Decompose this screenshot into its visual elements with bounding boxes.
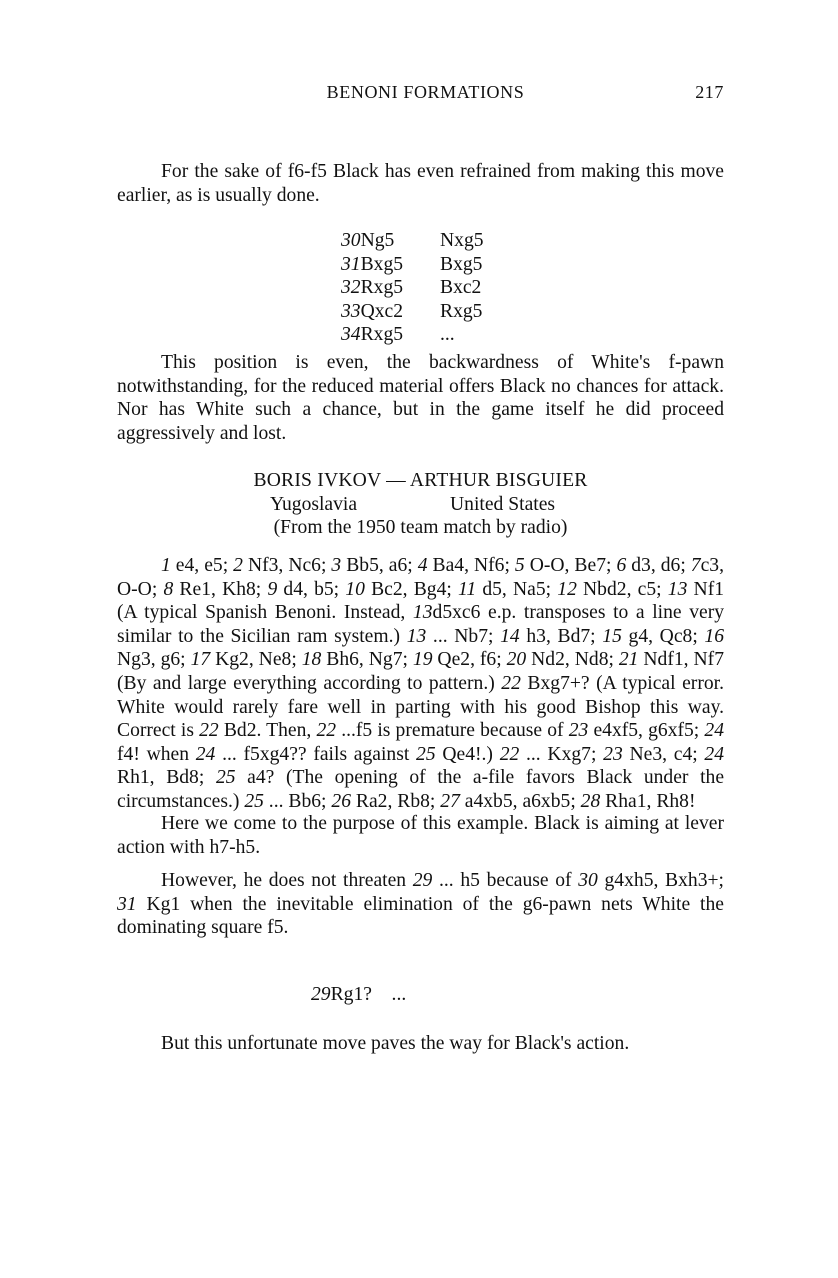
move-number: 22	[499, 743, 520, 765]
move-number: 12	[557, 578, 577, 600]
move-text: ... Nb7;	[426, 625, 501, 647]
white-move: Qxc2	[360, 300, 404, 322]
move-text: ...f5 is premature because of	[336, 720, 569, 742]
chapter-title: BENONI FORMATIONS	[326, 82, 525, 102]
move-text: Ng3, g6;	[117, 649, 191, 671]
move-number: 3	[331, 555, 342, 576]
move-number: 13	[667, 578, 688, 600]
move-number: 11	[458, 578, 477, 600]
move-text: Ndf1, Nf7 (By and large everything according to pattern.)	[117, 649, 724, 694]
move-text: h3, Bd7;	[519, 625, 603, 647]
move-text: f4! when	[117, 743, 196, 765]
move-number: 22	[501, 672, 521, 694]
move-text: Bb5, a6;	[341, 555, 418, 576]
white-move: Ng5	[360, 230, 395, 251]
move-number: 25	[244, 790, 264, 812]
country-white: Yugoslavia	[270, 493, 358, 515]
move-number: 10	[345, 578, 365, 600]
running-head	[117, 82, 724, 106]
move-text: Ne3, c4;	[622, 743, 705, 765]
move-text: ... h5 because of	[432, 870, 579, 891]
black-move: Nxg5	[440, 230, 484, 251]
country-black: United States	[450, 493, 556, 515]
move-text: c3, O-O;	[117, 555, 724, 600]
white-move-cell	[341, 229, 440, 253]
move-number: 9	[267, 578, 278, 600]
move-number: 16	[704, 625, 725, 647]
white-move: Bxg5	[360, 253, 404, 275]
move-number: 2	[233, 555, 243, 576]
move-number: 20	[506, 649, 527, 671]
move-text: Bh6, Ng7;	[321, 649, 413, 671]
move-text: e4, e5;	[170, 555, 234, 576]
move-number: 5	[514, 555, 525, 576]
move-text: Rha1, Rh8!	[600, 790, 696, 812]
move-row	[341, 229, 484, 253]
move-text: Nf3, Nc6;	[242, 555, 332, 576]
game-header	[117, 469, 724, 540]
move-text: Rh1, Bd8;	[117, 767, 216, 789]
move-number: 27	[440, 790, 460, 812]
intro-paragraph: For the sake of f6-f5 Black has even refrained from making this move earlier, as is usually done.	[117, 161, 724, 206]
move-text: Nbd2, c5;	[576, 578, 668, 600]
move-text: g4, Qc8;	[621, 625, 705, 647]
page-number: 217	[695, 82, 724, 102]
move-number: 6	[616, 555, 627, 576]
move-text: g4xh5, Bxh3+;	[597, 870, 724, 891]
black-move: ...	[440, 324, 455, 346]
move-number: 29	[311, 984, 331, 1005]
move-text: d5, Na5;	[476, 578, 558, 600]
move-number: 31	[117, 893, 137, 915]
move-text: e4xf5, g6xf5;	[588, 720, 705, 742]
threat-paragraph	[117, 869, 724, 940]
move-text: Nf1 (A typical Spanish Benoni. Instead,	[117, 578, 725, 624]
moves-table-body	[341, 229, 484, 347]
move-number: 25	[215, 767, 236, 789]
purpose-paragraph: Here we come to the purpose of this example. Black is aiming at lever action with h7-h5.	[117, 813, 724, 858]
move-number: 24	[195, 743, 216, 765]
white-move-cell	[341, 323, 440, 347]
white-move: Rxg5	[360, 277, 404, 299]
game-players: BORIS IVKOV — ARTHUR BISGUIER	[253, 470, 588, 491]
black-move: Bxg5	[440, 253, 483, 275]
white-move: Rxg5	[360, 324, 404, 346]
move-text: d4, b5;	[277, 578, 346, 600]
move-number: 23	[603, 743, 623, 765]
move-text: d3, d6;	[626, 555, 691, 576]
move-text: Qe4!.)	[435, 743, 500, 765]
game-countries	[117, 493, 724, 517]
move-text: ... f5xg4?? fails against	[215, 743, 417, 765]
move-row	[341, 253, 484, 277]
move-number: 28	[580, 790, 601, 812]
book-page	[117, 0, 724, 1278]
move-text: Bd2. Then,	[218, 720, 317, 742]
single-move-line	[311, 983, 406, 1007]
move-number: 1	[161, 555, 171, 576]
move-number: 13	[412, 602, 433, 624]
move-text: Re1, Kh8;	[173, 578, 268, 600]
move-text: Ra2, Rb8;	[351, 790, 441, 812]
move-number: 34	[341, 324, 361, 346]
move-row	[341, 276, 484, 300]
move-text: ... Bb6;	[263, 790, 332, 812]
move-number: 32	[341, 277, 361, 299]
black-move: ...	[391, 984, 407, 1005]
move-text: ... Kxg7;	[519, 743, 604, 765]
move-text: Qe2, f6;	[432, 649, 507, 671]
move-text: Kg1 when the inevitable elimination of the g6-pawn nets White the dominating square f5.	[117, 893, 724, 939]
black-move: Rxg5	[440, 300, 483, 322]
moves-table	[341, 229, 484, 347]
move-number: 22	[316, 720, 337, 742]
move-number: 4	[417, 555, 428, 576]
white-move: Rg1?	[330, 984, 372, 1005]
white-move-cell	[341, 253, 440, 277]
game-event: (From the 1950 team match by radio)	[273, 517, 568, 539]
move-number: 22	[199, 720, 219, 742]
position-assessment-paragraph: This position is even, the backwardness of White's f-pawn notwithstanding, for the reduced material offers Black no chances for attack. Nor has White such a chance, but in the game itself he did proceed aggressively and lost.	[117, 352, 724, 444]
move-number: 15	[602, 625, 622, 647]
move-number: 24	[704, 743, 725, 765]
move-number: 21	[618, 649, 639, 671]
move-text: Kg2, Ne8;	[210, 649, 302, 671]
move-number: 29	[412, 870, 433, 891]
move-number: 31	[341, 253, 361, 275]
white-move-cell	[341, 300, 440, 324]
move-text: a4? (The opening of the a-file favors Black under the circumstances.)	[117, 767, 725, 812]
move-text: a4xb5, a6xb5;	[459, 790, 581, 812]
move-number: 25	[416, 743, 436, 765]
move-text: Bc2, Bg4;	[364, 578, 458, 600]
move-number: 8	[163, 578, 174, 600]
move-number: 18	[301, 649, 322, 671]
final-paragraph: But this unfortunate move paves the way for Black's action.	[161, 1033, 630, 1054]
move-number: 23	[568, 720, 589, 742]
move-number: 13	[406, 625, 427, 647]
move-row	[341, 323, 484, 347]
move-number: 19	[412, 649, 433, 671]
move-number: 30	[578, 870, 598, 891]
game-score-paragraph	[117, 554, 724, 814]
white-move-cell	[341, 276, 440, 300]
move-number: 30	[341, 230, 361, 251]
move-row	[341, 300, 484, 324]
move-number: 14	[500, 625, 520, 647]
move-text: Ba4, Nf6;	[427, 555, 515, 576]
move-number: 7	[690, 555, 701, 576]
move-text: O-O, Be7;	[524, 555, 617, 576]
move-number: 33	[341, 300, 361, 322]
black-move: Bxc2	[440, 277, 482, 299]
move-number: 17	[190, 649, 211, 671]
move-number: 26	[331, 790, 351, 812]
move-text: However, he does not threaten	[161, 870, 413, 891]
move-text: Bxg7+? (A typical error. White would rarely fare well in parting with his good Bishop this way. Correct is	[117, 672, 724, 742]
move-number: 24	[704, 720, 724, 742]
move-text: Nd2, Nd8;	[526, 649, 619, 671]
move-text: d5xc6 e.p. transposes to a line very similar to the Sicilian ram system.)	[117, 602, 725, 647]
